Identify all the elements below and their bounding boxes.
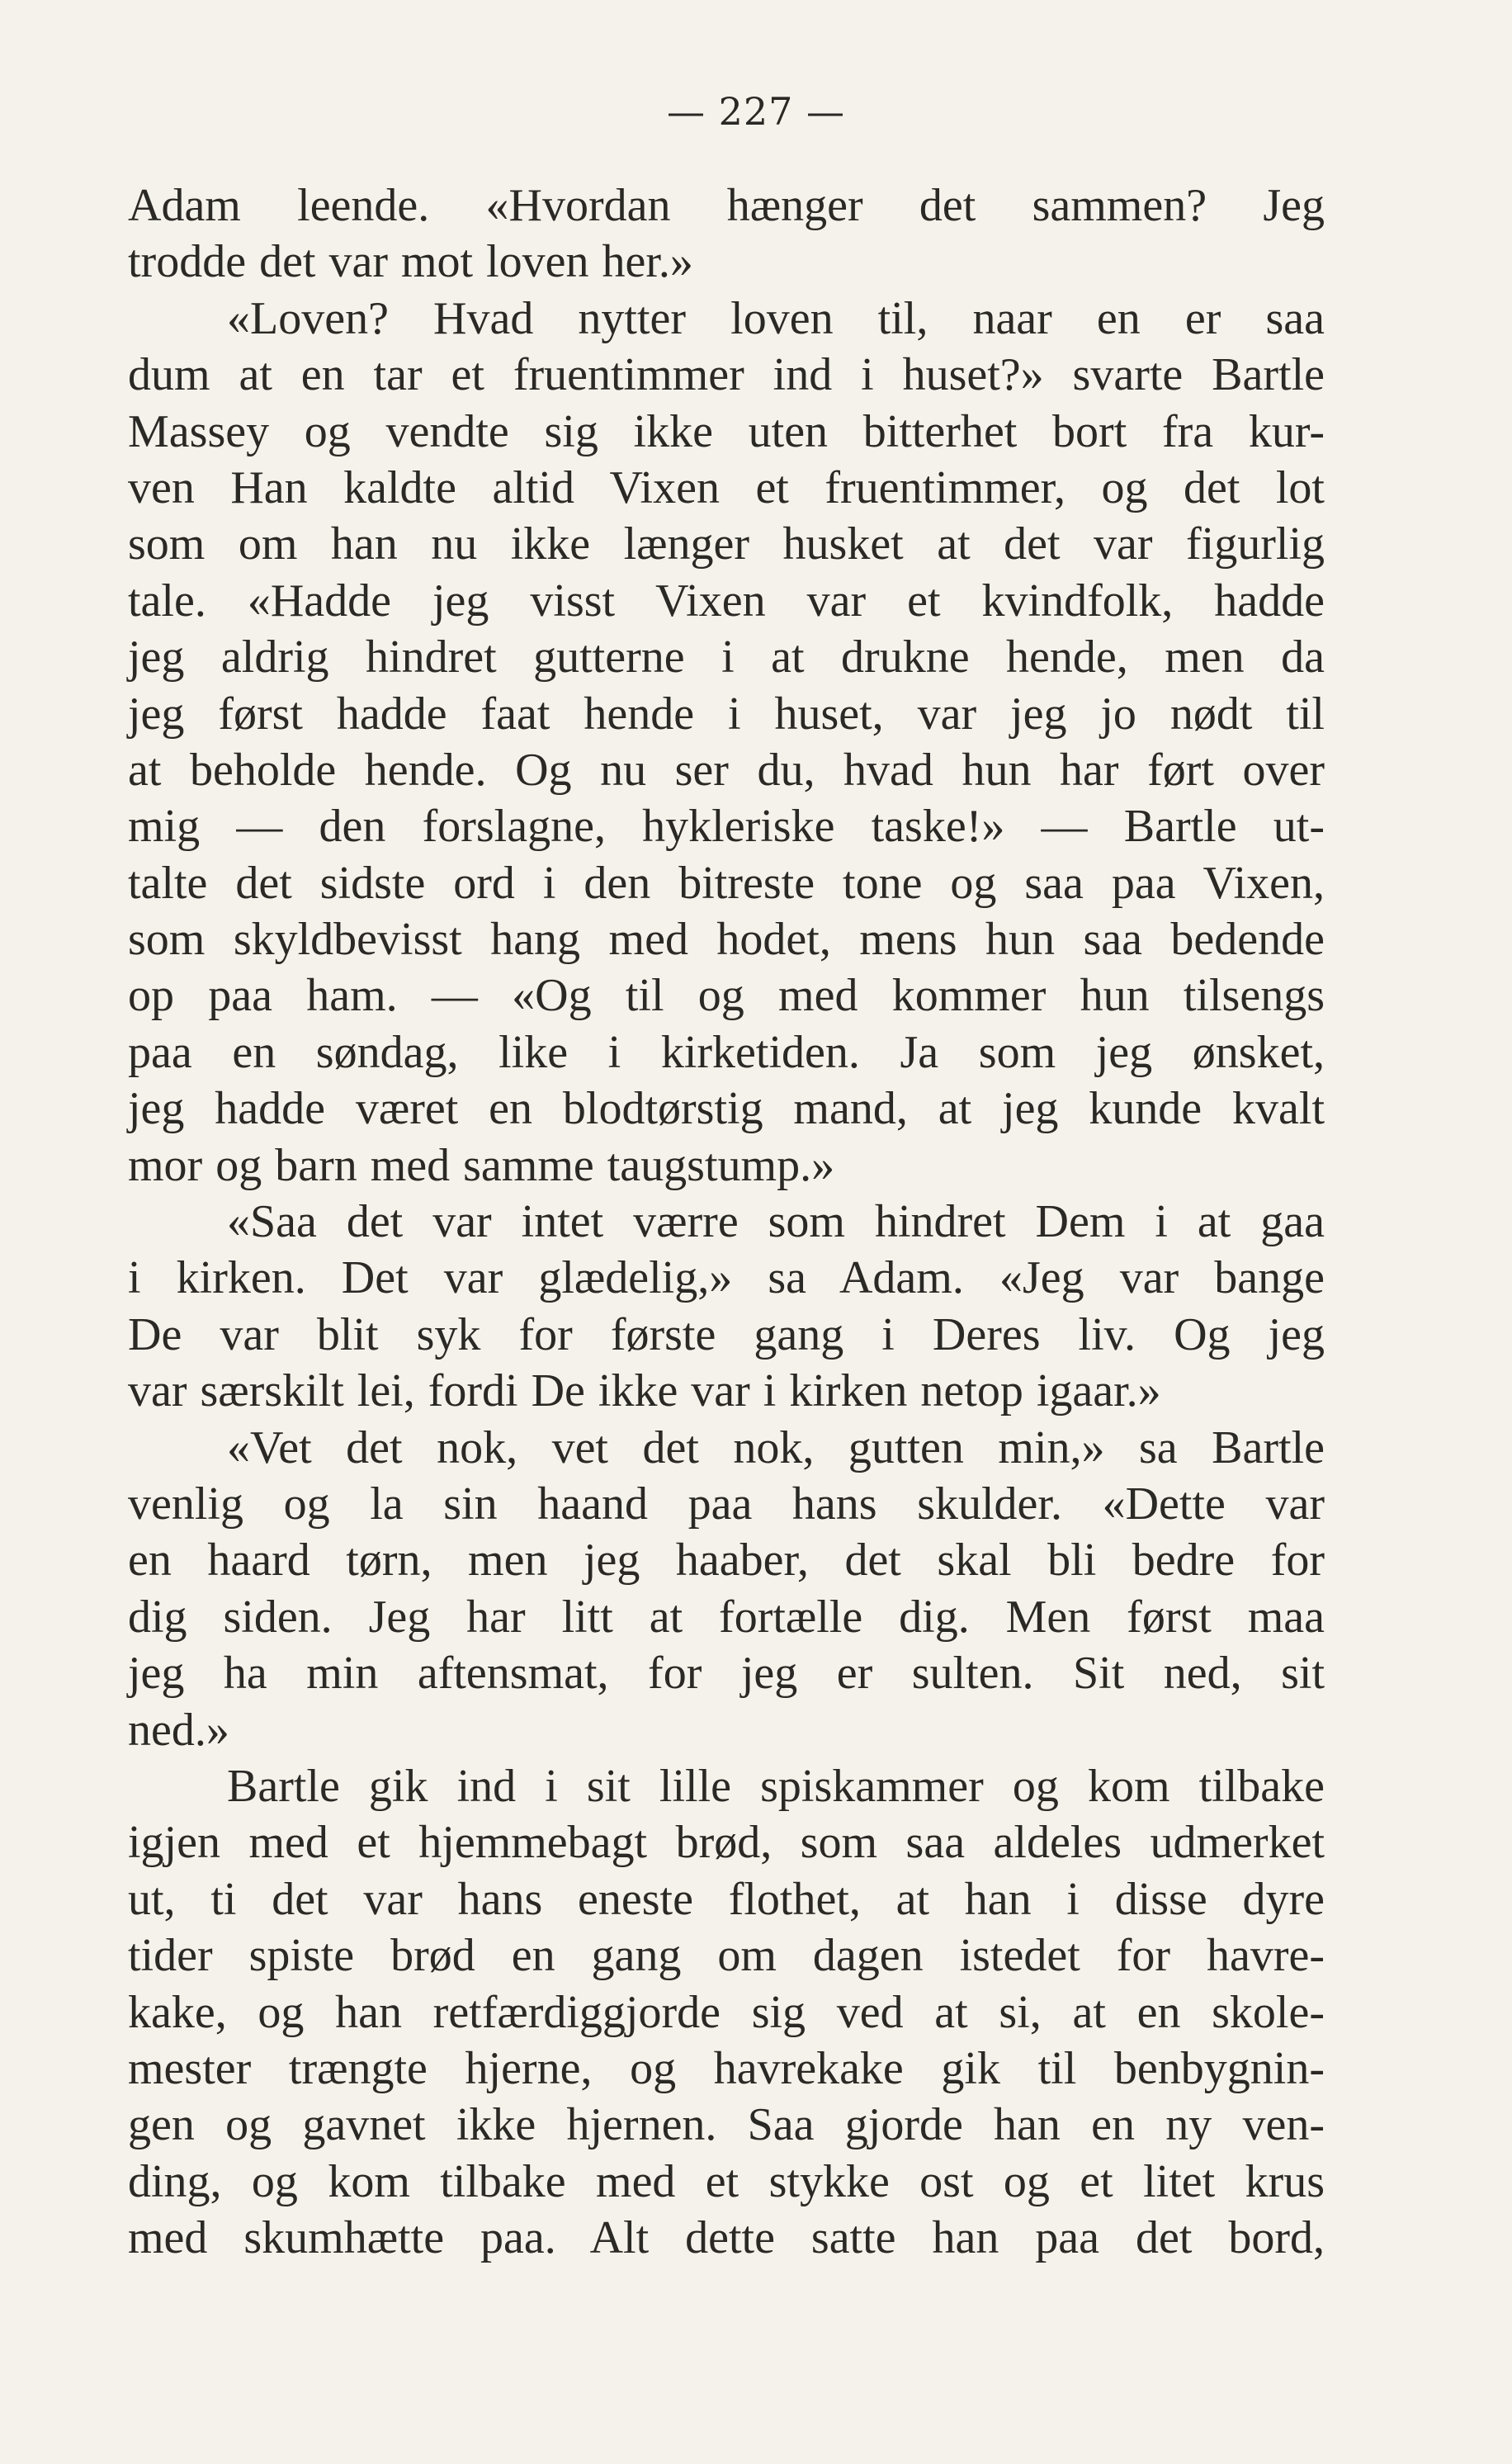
text-line: trodde det var mot loven her.» [128, 236, 693, 288]
text-line: igjen med et hjemmebagt brød, som saa aldeles udmerket [128, 1817, 1325, 1869]
text-line: «Saa det var intet værre som hindret Dem i at gaa [227, 1196, 1325, 1248]
text-line: mor og barn med samme taugstump.» [128, 1139, 835, 1191]
page-number: — 227 — [666, 89, 846, 134]
text-line: gen og gavnet ikke hjernen. Saa gjorde han en ny ven- [128, 2099, 1325, 2151]
text-line: som om han nu ikke længer husket at det var figurlig [128, 518, 1325, 570]
text-line: jeg først hadde faat hende i huset, var jeg jo nødt til [128, 688, 1325, 740]
text-line: Bartle gik ind i sit lille spiskammer og kom tilbake [227, 1760, 1325, 1812]
text-line: dum at en tar et fruentimmer ind i huset?» svarte Bartle [128, 349, 1325, 401]
text-line: jeg ha min aftensmat, for jeg er sulten. Sit ned, sit [128, 1648, 1325, 1700]
text-line: ding, og kom tilbake med et stykke ost og et litet krus [128, 2155, 1325, 2207]
text-line: talte det sidste ord i den bitreste tone og saa paa Vixen, [128, 857, 1325, 909]
text-line: ut, ti det var hans eneste flothet, at han i disse dyre [128, 1873, 1325, 1925]
text-line: mig — den forslagne, hykleriske taske!» — Bartle ut- [128, 801, 1325, 853]
text-line: i kirken. Det var glædelig,» sa Adam. «Jeg var bange [128, 1252, 1325, 1304]
text-line: en haard tørn, men jeg haaber, det skal bli bedre for [128, 1535, 1325, 1587]
text-line: dig siden. Jeg har litt at fortælle dig. Men først maa [128, 1591, 1325, 1643]
text-line: Massey og vendte sig ikke uten bitterhet bort fra kur- [128, 405, 1325, 457]
text-line: var særskilt lei, fordi De ikke var i kirken netop igaar.» [128, 1365, 1161, 1417]
text-line: med skumhætte paa. Alt dette satte han paa det bord, [128, 2212, 1325, 2264]
text-line: «Loven? Hvad nytter loven til, naar en er saa [227, 292, 1325, 344]
text-line: jeg aldrig hindret gutterne i at drukne hende, men da [128, 631, 1325, 683]
text-line: som skyldbevisst hang med hodet, mens hun saa bedende [128, 914, 1325, 966]
text-line: mester trængte hjerne, og havrekake gik til benbygnin- [128, 2042, 1325, 2094]
text-line: De var blit syk for første gang i Deres liv. Og jeg [128, 1308, 1325, 1360]
text-line: ven Han kaldte altid Vixen et fruentimmer, og det lot [128, 461, 1325, 513]
text-line: kake, og han retfærdiggjorde sig ved at si, at en skole- [128, 1986, 1325, 2038]
text-line: tider spiste brød en gang om dagen istedet for havre- [128, 1930, 1325, 1982]
text-line: ned.» [128, 1704, 229, 1756]
body-text [128, 177, 1325, 2266]
text-line: at beholde hende. Og nu ser du, hvad hun har ført over [128, 744, 1325, 796]
text-line: venlig og la sin haand paa hans skulder. «Dette var [128, 1478, 1325, 1530]
text-line: jeg hadde været en blodtørstig mand, at jeg kunde kvalt [128, 1083, 1325, 1135]
text-line: tale. «Hadde jeg visst Vixen var et kvindfolk, hadde [128, 575, 1325, 627]
text-line: Adam leende. «Hvordan hænger det sammen? Jeg [128, 180, 1325, 231]
text-line: «Vet det nok, vet det nok, gutten min,» sa Bartle [227, 1421, 1325, 1473]
text-line: op paa ham. — «Og til og med kommer hun tilsengs [128, 970, 1325, 1022]
text-line: paa en søndag, like i kirketiden. Ja som jeg ønsket, [128, 1026, 1325, 1078]
